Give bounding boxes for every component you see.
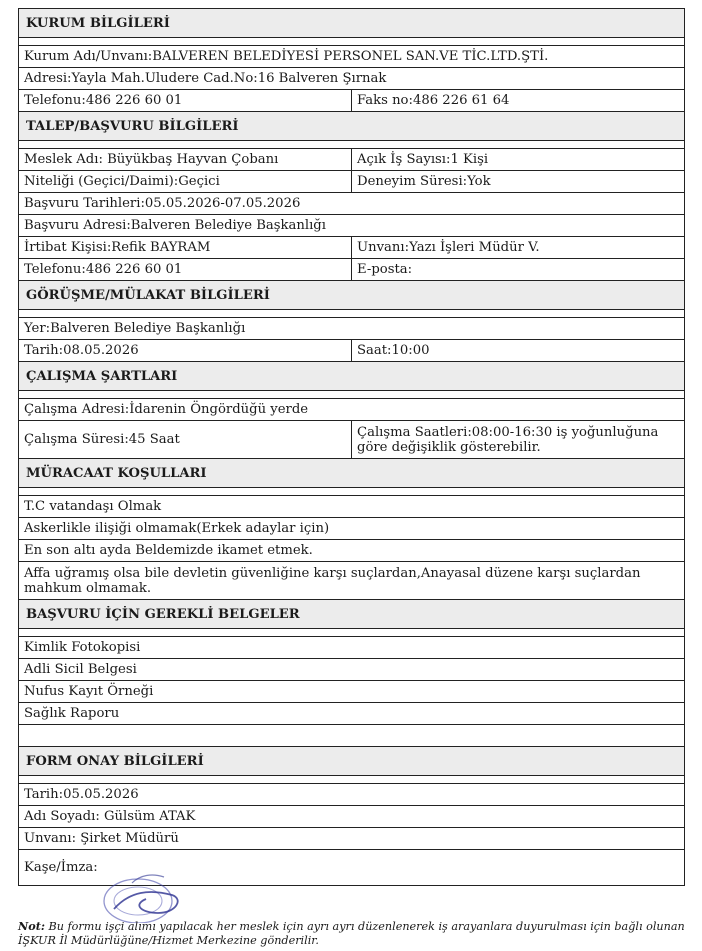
note-label: Not: [18,919,45,933]
belge-empty-row [19,725,685,747]
onay-kase-imza: Kaşe/İmza: [19,850,685,886]
niteligi: Niteliği (Geçici/Daimi):Geçici [19,171,352,193]
section-header-belgeler: BAŞVURU İÇİN GEREKLİ BELGELER [19,600,685,629]
gorusme-tarih: Tarih:08.05.2026 [19,340,352,362]
section-header-talep: TALEP/BAŞVURU BİLGİLERİ [19,112,685,141]
section-header-muracaat: MÜRACAAT KOŞULLARI [19,459,685,488]
basvuru-tarihleri: Başvuru Tarihleri:05.05.2026-07.05.2026 [19,193,685,215]
belge-item: Adli Sicil Belgesi [19,659,685,681]
kurum-adi: Kurum Adı/Unvanı:BALVEREN BELEDİYESİ PERSONEL SAN.VE TİC.LTD.ŞTİ. [19,46,685,68]
calisma-adresi: Çalışma Adresi:İdarenin Öngördüğü yerde [19,399,685,421]
note-text: Bu formu işçi alımı yapılacak her meslek için ayrı ayrı düzenlenerek iş arayanlara duyurulması için bağlı olunan İŞKUR İl Müdürlüğüne/Hizmet Merkezine gönderilir. [18,920,685,947]
section-header-kurum: KURUM BİLGİLERİ [19,9,685,38]
onay-adi-soyadi: Adı Soyadı: Gülsüm ATAK [19,806,685,828]
irtibat-kisisi: İrtibat Kişisi:Refik BAYRAM [19,237,352,259]
meslek-adi: Meslek Adı: Büyükbaş Hayvan Çobanı [19,149,352,171]
belge-item: Kimlik Fotokopisi [19,637,685,659]
section-header-onay: FORM ONAY BİLGİLERİ [19,747,685,776]
section-header-gorusme: GÖRÜŞME/MÜLAKAT BİLGİLERİ [19,281,685,310]
muracaat-item: En son altı ayda Beldemizde ikamet etmek. [19,540,685,562]
footer-note [18,919,688,948]
kurum-faks: Faks no:486 226 61 64 [352,90,685,112]
talep-telefon: Telefonu:486 226 60 01 [19,259,352,281]
muracaat-item: Askerlikle ilişiği olmamak(Erkek adaylar için) [19,518,685,540]
job-posting-form [18,8,684,886]
muracaat-item: T.C vatandaşı Olmak [19,496,685,518]
basvuru-adresi: Başvuru Adresi:Balveren Belediye Başkanlığı [19,215,685,237]
calisma-saatleri: Çalışma Saatleri:08:00-16:30 iş yoğunluğuna göre değişiklik gösterebilir. [352,421,685,459]
belge-item: Nufus Kayıt Örneği [19,681,685,703]
kurum-telefon: Telefonu:486 226 60 01 [19,90,352,112]
form-table [18,8,685,886]
calisma-suresi: Çalışma Süresi:45 Saat [19,421,352,459]
irtibat-unvani: Unvanı:Yazı İşleri Müdür V. [352,237,685,259]
onay-tarih: Tarih:05.05.2026 [19,784,685,806]
gorusme-saat: Saat:10:00 [352,340,685,362]
muracaat-item: Affa uğramış olsa bile devletin güvenliğine karşı suçlardan,Anayasal düzene karşı suçlardan mahkum olmamak. [19,562,685,600]
belge-item: Sağlık Raporu [19,703,685,725]
acik-is-sayisi: Açık İş Sayısı:1 Kişi [352,149,685,171]
onay-unvani: Unvanı: Şirket Müdürü [19,828,685,850]
gorusme-yer: Yer:Balveren Belediye Başkanlığı [19,318,685,340]
deneyim-suresi: Deneyim Süresi:Yok [352,171,685,193]
section-header-calisma: ÇALIŞMA ŞARTLARI [19,362,685,391]
talep-eposta: E-posta: [352,259,685,281]
kurum-adres: Adresi:Yayla Mah.Uludere Cad.No:16 Balveren Şırnak [19,68,685,90]
